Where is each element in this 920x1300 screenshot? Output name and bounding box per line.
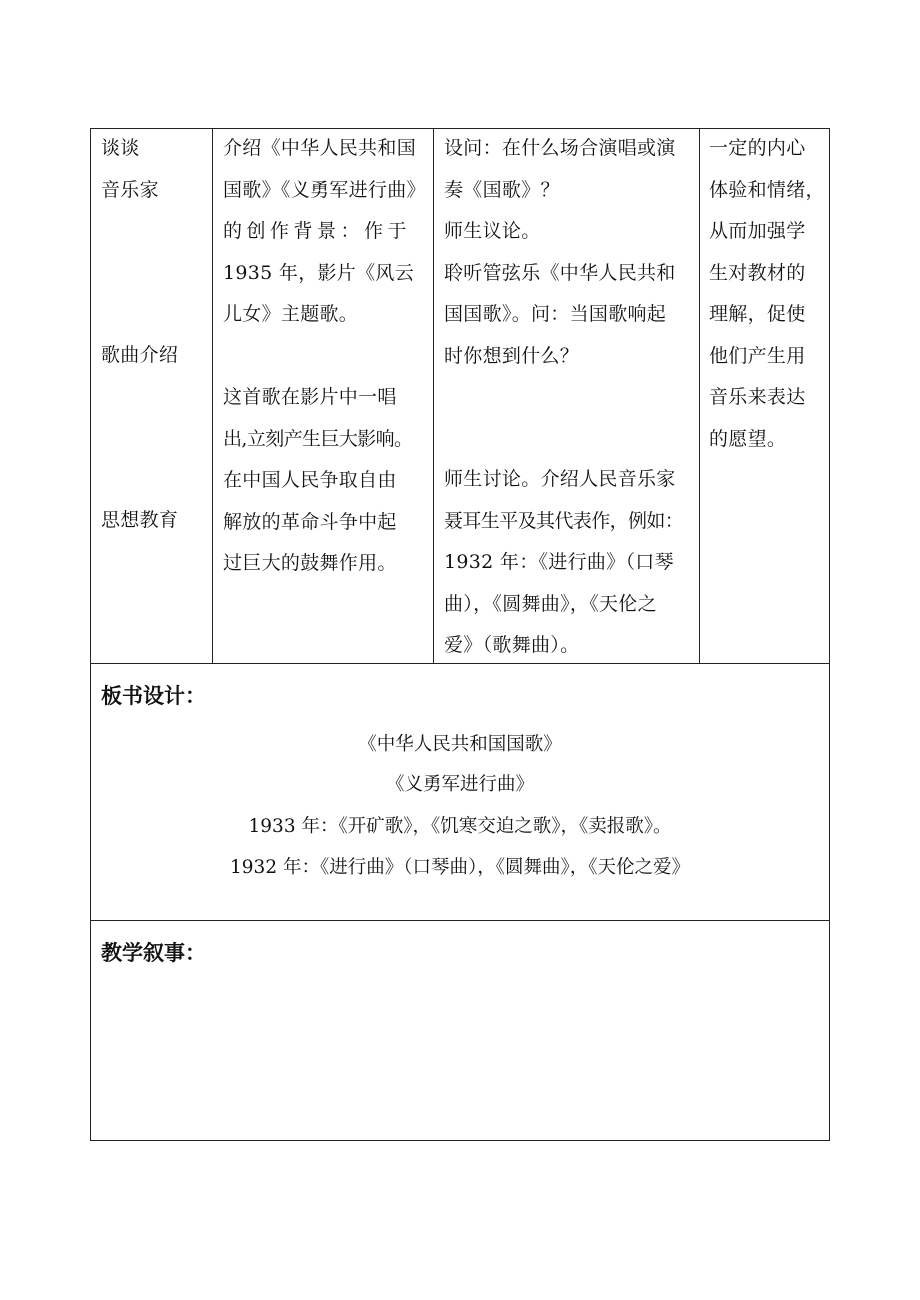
label-musician: 音乐家 — [101, 178, 159, 201]
content-line: 出,立刻产生巨大影响。 — [223, 427, 413, 450]
section-label-song-intro — [101, 335, 178, 377]
content-line: 解放的革命斗争中起 — [223, 510, 397, 533]
intent-line: 生对教材的 — [709, 261, 806, 284]
column-divider-2 — [433, 128, 434, 663]
section-label-ideology — [101, 500, 178, 542]
activity-line: 设问：在什么场合演唱或演 — [444, 137, 676, 159]
activities-column-a — [444, 128, 694, 377]
activity-line: 爱》（歌舞曲）。 — [444, 634, 580, 656]
column-divider-1 — [212, 128, 213, 663]
activities-column-b — [444, 459, 696, 667]
activity-line: 曲），《圆舞曲》，《天伦之 — [444, 592, 657, 615]
teaching-narrative-heading: 教学叙事： — [101, 941, 206, 965]
activity-line: 聆听管弦乐《中华人民共和 — [444, 261, 676, 284]
content-column-a — [223, 128, 428, 336]
activity-line: 时你想到什么？ — [444, 344, 580, 367]
activity-line: 1932 年：《进行曲》（口琴 — [444, 551, 674, 573]
activity-line: 奏《国歌》？ — [444, 178, 560, 201]
content-column-b — [223, 377, 433, 585]
board-line-anthem: 《中华人民共和国国歌》 — [358, 734, 562, 755]
activity-line: 师生讨论。介绍人民音乐家 — [444, 468, 676, 490]
intent-line: 一定的内心 — [709, 137, 806, 159]
intent-line: 理解，促使 — [709, 303, 806, 325]
intent-line: 他们产生用 — [709, 344, 806, 367]
intent-line: 体验和情绪， — [709, 178, 825, 201]
board-line-1933: 1933 年：《开矿歌》，《饥寒交迫之歌》，《卖报歌》。 — [248, 816, 672, 837]
activity-line: 师生议论。 — [444, 220, 541, 242]
intent-line: 从而加强学 — [709, 220, 806, 242]
intent-column — [709, 128, 825, 460]
content-line: 介绍《中华人民共和国 — [223, 137, 417, 159]
label-talk: 谈谈 — [101, 137, 140, 159]
content-line: 国歌》《义勇军进行曲》 — [223, 178, 426, 201]
content-line: 过巨大的鼓舞作用。 — [223, 552, 397, 574]
content-line: 1935 年，影片《风云 — [223, 261, 414, 284]
board-line-march: 《义勇军进行曲》 — [385, 774, 534, 795]
content-line: 在中国人民争取自由 — [223, 469, 397, 491]
board-line-1932: 1932 年：《进行曲》（口琴曲），《圆舞曲》，《天伦之爱》 — [230, 857, 690, 878]
activity-line: 国国歌》。问：当国歌响起 — [444, 303, 667, 325]
section-labels-column — [101, 128, 159, 211]
label-song-intro: 歌曲介绍 — [101, 344, 179, 366]
row-divider-2 — [90, 920, 830, 921]
activity-line: 聂耳生平及其代表作，例如： — [444, 509, 684, 532]
content-line: 这首歌在影片中一唱 — [223, 386, 397, 408]
intent-line: 音乐来表达 — [709, 386, 806, 408]
column-divider-3 — [699, 128, 700, 663]
content-line: 儿女》主题歌。 — [223, 303, 359, 325]
intent-line: 的愿望。 — [709, 427, 787, 450]
label-ideology: 思想教育 — [101, 509, 179, 531]
board-design-heading: 板书设计： — [101, 684, 206, 708]
content-line: 的创作背景：作于 — [223, 220, 412, 242]
